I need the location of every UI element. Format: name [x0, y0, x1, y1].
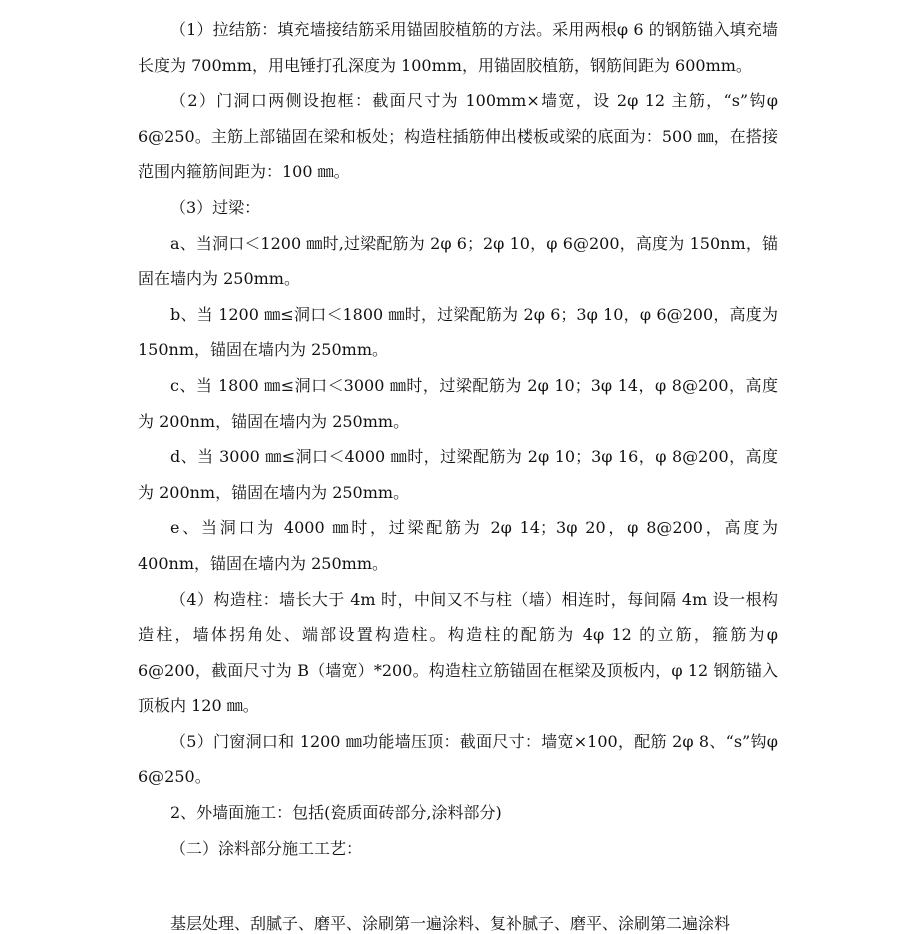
cut-off-line: [138, 897, 778, 933]
paragraph-tie-bars: （1）拉结筋：填充墙接结筋采用锚固胶植筋的方法。采用两根φ 6 的钢筋锚入填充墙长度为 700mm，用电锤打孔深度为 100mm，用锚固胶植筋，钢筋间距为 600mm。: [138, 20, 778, 75]
paragraph-lintel-b: b、当 1200 ㎜≤洞口＜1800 ㎜时，过梁配筋为 2φ 6；3φ 10，φ 6@200，高度为 150nm，锚固在墙内为 250mm。: [138, 304, 778, 360]
paragraph-coating-heading: （二）涂料部分施工工艺：: [170, 838, 363, 858]
paragraph-lintel-e: e、当洞口为 4000 ㎜时，过梁配筋为 2φ 14；3φ 20，φ 8@200，高度为 400nm，锚固在墙内为 250mm。: [138, 518, 778, 573]
paragraph-coping: （5）门窗洞口和 1200 ㎜功能墙压顶：截面尺寸：墙宽×100，配筋 2φ 8、“s”钩φ 6@250。: [138, 731, 778, 787]
paragraph-lintel-d: d、当 3000 ㎜≤洞口＜4000 ㎜时，过梁配筋为 2φ 10；3φ 16，φ 8@200，高度为 200nm，锚固在墙内为 250mm。: [138, 447, 778, 502]
paragraph-exterior-wall: 2、外墙面施工：包括(瓷质面砖部分,涂料部分): [170, 803, 502, 823]
paragraph-structural-column: （4）构造柱：墙长大于 4m 时，中间又不与柱（墙）相连时，每间隔 4m 设一根构造柱，墙体拐角处、端部设置构造柱。构造柱的配筋为 4φ 12 的立筋，箍筋为φ 6@200，截面尺寸为 B（墙宽）*200。构造柱立筋锚固在框梁及顶板内，φ 12 钢筋锚入顶板内 120 ㎜。: [138, 589, 778, 716]
document-body: [138, 12, 778, 866]
paragraph-lintel-heading: （3）过梁：: [170, 197, 261, 217]
paragraph-lintel-a: a、当洞口＜1200 ㎜时,过梁配筋为 2φ 6；2φ 10，φ 6@200，高度为 150nm，锚固在墙内为 250mm。: [138, 233, 778, 289]
paragraph-door-frame: （2）门洞口两侧设抱框：截面尺寸为 100mm×墙宽，设 2φ 12 主筋，“s”钩φ 6@250。主筋上部锚固在梁和板处；构造柱插筋伸出楼板或梁的底面为：500 ㎜，在搭接范围内箍筋间距为：100 ㎜。: [138, 91, 778, 182]
cut-off-line-text: 基层处理、刮腻子、磨平、涂刷第一遍涂料、复补腻子、磨平、涂刷第二遍涂料: [170, 914, 731, 933]
paragraph-lintel-c: c、当 1800 ㎜≤洞口＜3000 ㎜时，过梁配筋为 2φ 10；3φ 14，φ 8@200，高度为 200nm，锚固在墙内为 250mm。: [138, 375, 778, 431]
